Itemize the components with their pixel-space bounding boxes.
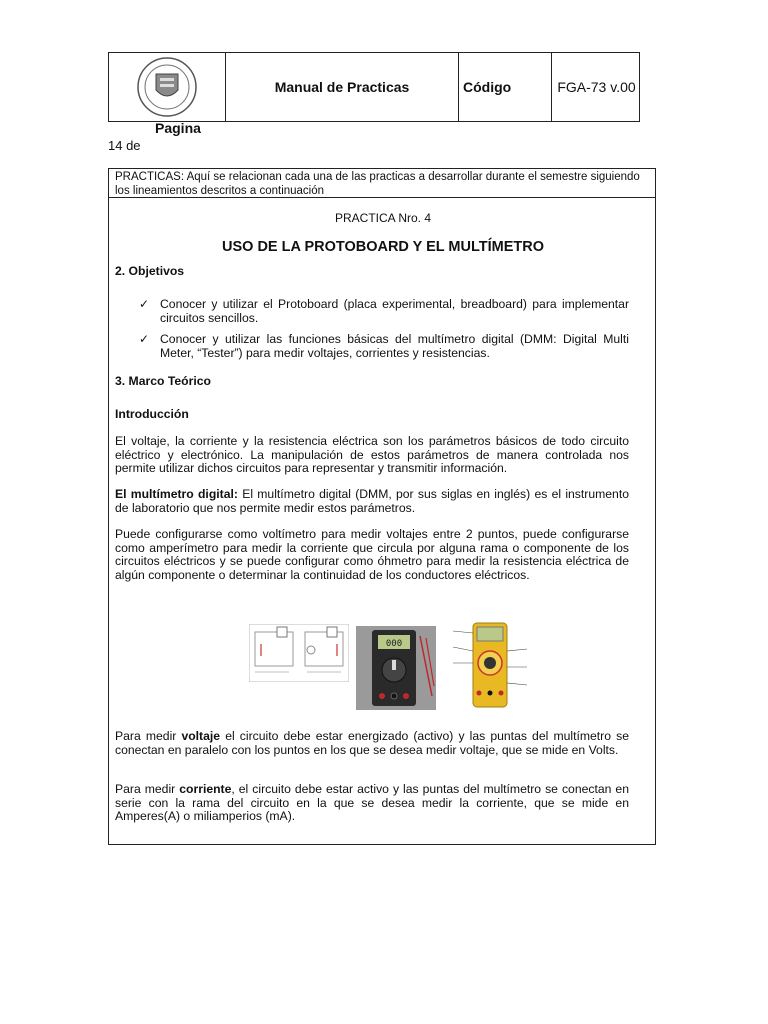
voltage-text-post: el circuito debe estar energizado (activo) y las puntas del multímetro se conectan en paralelo con los puntos en los que se desea medir voltaje, que se mide en Volts.	[115, 729, 629, 757]
practice-box	[108, 168, 656, 845]
paragraph-multimeter	[115, 488, 629, 515]
paragraph-current	[115, 783, 629, 824]
multimeter-definition: El multímetro digital (DMM, por sus siglas en inglés) es el instrumento de laboratorio que nos permite medir estos parámetros.	[115, 487, 629, 515]
current-text-post: , el circuito debe estar activo y las puntas del multímetro se conectan en serie con la rama del circuito en la que se desea medir la corriente, que se mide en Amperes(A) o miliamperios (mA).	[115, 782, 629, 823]
objective-item: Conocer y utilizar el Protoboard (placa experimental, breadboard) para implementar circuitos sencillos.	[160, 297, 629, 325]
voltage-term: voltaje	[181, 729, 221, 743]
logo-cell	[109, 53, 226, 121]
checkmark-icon: ✓	[139, 332, 150, 346]
paragraph-configurations: Puede configurarse como voltímetro para medir voltajes entre 2 puntos, puede configurarse como amperímetro para medir la corriente que circula por alguna rama o componente de los circuitos eléctricos y se puede configurar como óhmetro para medir la resistencia eléctrica de algún componente o determinar la continuidad de los conductores eléctricos.	[115, 527, 629, 582]
objectives-heading: 2. Objetivos	[115, 264, 185, 278]
paragraph-voltage	[115, 730, 629, 757]
voltage-measurement-diagram	[249, 624, 349, 682]
current-term: corriente	[179, 782, 232, 796]
current-text-pre: Para medir	[115, 782, 180, 796]
code-label: Código	[459, 53, 552, 121]
paragraph-intro: El voltaje, la corriente y la resistencia eléctrica son los parámetros básicos de todo circuito eléctrico y electrónico. La manipulación de estos parámetros de manera controlada nos permite utilizar dichos circuitos para representar y transmitir información.	[115, 434, 629, 475]
manual-title: Manual de Practicas	[226, 53, 459, 121]
practices-intro: PRACTICAS: Aquí se relacionan cada una de las practicas a desarrollar durante el semestre siguiendo los lineamientos descritos a continuación	[109, 169, 655, 198]
multimeter-term: El multímetro digital:	[115, 487, 238, 501]
intro-heading: Introducción	[115, 407, 189, 421]
page-label: Pagina	[155, 120, 201, 136]
document-header-table	[108, 52, 640, 122]
digital-multimeter-photo	[356, 626, 436, 710]
theory-heading: 3. Marco Teórico	[115, 374, 211, 388]
page-number: 14 de	[108, 138, 141, 153]
practice-number: PRACTICA Nro. 4	[334, 211, 432, 225]
voltage-text-pre: Para medir	[115, 729, 182, 743]
university-seal-icon	[136, 56, 198, 118]
lcd-readout: 000	[385, 639, 403, 649]
checkmark-icon: ✓	[139, 297, 150, 311]
practice-title: USO DE LA PROTOBOARD Y EL MULTÍMETRO	[222, 239, 544, 255]
multimeter-labeled-diagram	[449, 621, 531, 709]
objective-item: Conocer y utilizar las funciones básicas del multímetro digital (DMM: Digital Multi Meter, “Tester”) para medir voltajes, corrientes y resistencias.	[160, 332, 629, 360]
code-value: FGA-73 v.00	[557, 79, 636, 95]
